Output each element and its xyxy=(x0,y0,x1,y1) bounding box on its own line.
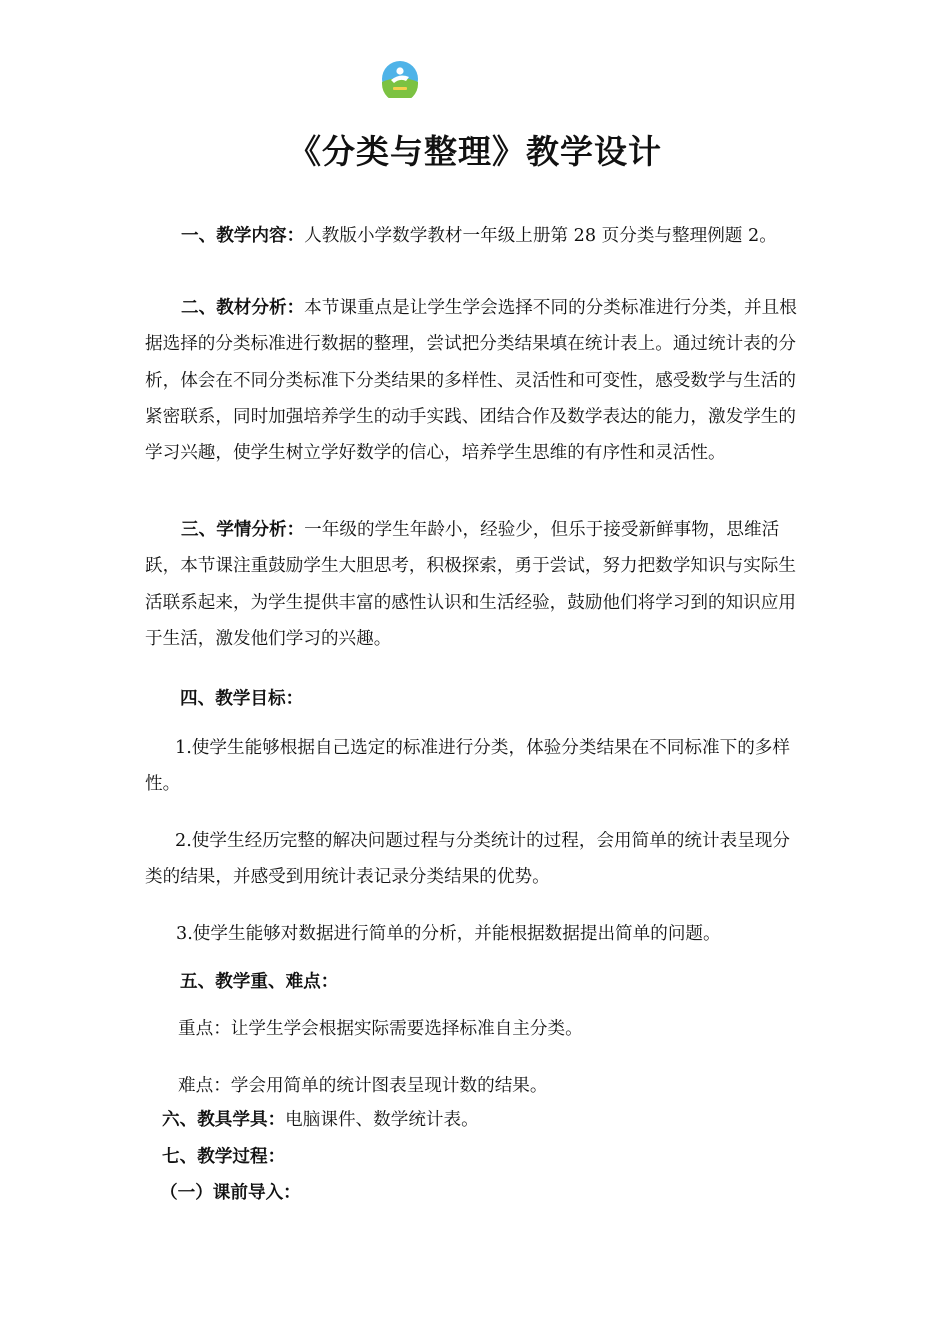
key-point: 重点：让学生学会根据实际需要选择标准自主分类。 xyxy=(178,1019,583,1039)
section-heading: 二、教材分析： xyxy=(181,298,305,318)
section-text: 本节课重点是让学生学会选择不同的分类标准进行分类，并且根据选择的分类标准进行数据的整理，尝试把分类结果填在统计表上。通过统计表的分析，体会在不同分类标准下分类结果的多样性、灵活性和可变性，感受数学与生活的紧密联系，同时加强培养学生的动手实践、团结合作及数学表达的能力，激发学生的学习兴趣，使学生树立学好数学的信心，培养学生思维的有序性和灵活性。 xyxy=(145,298,797,464)
section-heading: 三、学情分析： xyxy=(181,520,305,540)
section-analysis xyxy=(145,290,813,471)
section-text: 一年级的学生年龄小，经验少，但乐于接受新鲜事物，思维活跃，本节课注重鼓励学生大胆思考，积极探索，勇于尝试，努力把数学知识与实际生活联系起来，为学生提供丰富的感性认识和生活经验，鼓励他们将学习到的知识应用于生活，激发他们学习的兴趣。 xyxy=(145,520,796,649)
section-goals-heading: 四、教学目标： xyxy=(180,689,304,709)
difficult-point: 难点：学会用简单的统计图表呈现计数的结果。 xyxy=(178,1076,548,1096)
section-text: 人教版小学数学教材一年级上册第 28 页分类与整理例题 2。 xyxy=(304,226,777,246)
page-title: 《分类与整理》教学设计 xyxy=(288,132,662,171)
process-subheading: （一）课前导入： xyxy=(160,1183,301,1203)
section-students xyxy=(145,512,813,657)
section-heading: 一、教学内容： xyxy=(181,226,305,246)
section-tools: 六、教具学具：电脑课件、数学统计表。 xyxy=(162,1110,479,1130)
section-content xyxy=(145,218,813,254)
section-process-heading: 七、教学过程： xyxy=(162,1147,286,1167)
section-key-heading: 五、教学重、难点： xyxy=(180,972,339,992)
school-logo-icon xyxy=(381,60,419,98)
goal-item: 3.使学生能够对数据进行简单的分析，并能根据数据提出简单的问题。 xyxy=(176,924,721,944)
goal-item: 1.使学生能够根据自己选定的标准进行分类，体验分类结果在不同标准下的多样性。 xyxy=(145,738,790,794)
goal-item: 2.使学生经历完整的解决问题过程与分类统计的过程，会用简单的统计表呈现分类的结果，并感受到用统计表记录分类结果的优势。 xyxy=(145,831,790,887)
